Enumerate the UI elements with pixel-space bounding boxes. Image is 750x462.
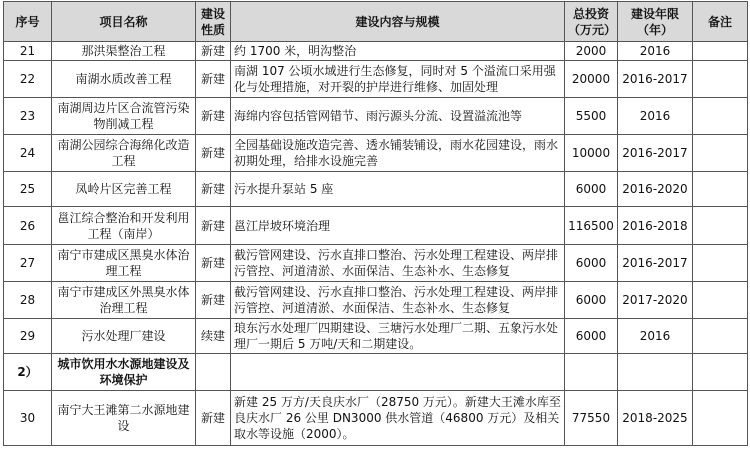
- cell-period: 2016-2020: [618, 172, 693, 207]
- header-content: 建设内容与规模: [231, 2, 565, 42]
- cell-seq: 21: [4, 42, 52, 61]
- cell-invest: 5500: [565, 98, 618, 135]
- header-seq: 序号: [4, 2, 52, 42]
- cell-seq: 29: [4, 319, 52, 354]
- cell-content: 截污管网建设、污水直排口整治、污水处理工程建设、两岸排污管控、河道清淤、水面保洁、生态补水、生态修复: [231, 282, 565, 319]
- cell-period: 2018-2025: [618, 391, 693, 446]
- cell-content: 约 1700 米，明沟整治: [231, 42, 565, 61]
- cell-invest: 116500: [565, 207, 618, 245]
- cell-period: 2016: [618, 42, 693, 61]
- cell-invest: 6000: [565, 319, 618, 354]
- cell-remark: [693, 391, 748, 446]
- cell-content: 新建 25 万方/天良庆水厂（28750 万元）。新建大王滩水库至良庆水厂 26 公里 DN3000 供水管道（46800 万元）及相关取水等设施（2000）。: [231, 391, 565, 446]
- cell-nature: 新建: [196, 42, 231, 61]
- header-row: [4, 2, 748, 42]
- cell-remark: [693, 135, 748, 172]
- header-remark: 备注: [693, 2, 748, 42]
- cell-period: 2016: [618, 98, 693, 135]
- table-row: [4, 172, 748, 207]
- cell-name: 南湖周边片区合流管污染物削减工程: [52, 98, 196, 135]
- cell-name: 南宁大王滩第二水源地建设: [52, 391, 196, 446]
- cell-content: 邕江岸坡环境治理: [231, 207, 565, 245]
- cell-content: 截污管网建设、污水直排口整治、污水处理工程建设、两岸排污管控、河道清淤、水面保洁、生态补水、生态修复: [231, 245, 565, 282]
- cell-nature: 新建: [196, 282, 231, 319]
- header-invest: 总投资（万元）: [565, 2, 618, 42]
- cell-invest: 77550: [565, 391, 618, 446]
- empty-cell: [693, 354, 748, 391]
- cell-remark: [693, 98, 748, 135]
- cell-seq: 23: [4, 98, 52, 135]
- cell-seq: 25: [4, 172, 52, 207]
- cell-name: 污水处理厂建设: [52, 319, 196, 354]
- cell-remark: [693, 172, 748, 207]
- header-nature: 建设性质: [196, 2, 231, 42]
- project-table: [3, 1, 748, 446]
- cell-name: 南湖水质改善工程: [52, 61, 196, 98]
- table-row: [4, 42, 748, 61]
- cell-name: 南湖公园综合海绵化改造工程: [52, 135, 196, 172]
- cell-period: 2016-2017: [618, 61, 693, 98]
- section-title: 城市饮用水水源地建设及环境保护: [52, 354, 196, 391]
- cell-name: 凤岭片区完善工程: [52, 172, 196, 207]
- table-row: [4, 98, 748, 135]
- table-row: [4, 245, 748, 282]
- cell-nature: 新建: [196, 245, 231, 282]
- cell-invest: 6000: [565, 172, 618, 207]
- cell-content: 琅东污水处理厂四期建设、三塘污水处理厂二期、五象污水处理厂一期后 5 万吨/天和二期建设。: [231, 319, 565, 354]
- cell-invest: 6000: [565, 282, 618, 319]
- cell-nature: 新建: [196, 207, 231, 245]
- table-row: [4, 391, 748, 446]
- cell-content: 污水提升泵站 5 座: [231, 172, 565, 207]
- cell-seq: 28: [4, 282, 52, 319]
- section-row: [4, 354, 748, 391]
- table-row: [4, 207, 748, 245]
- empty-cell: [565, 354, 618, 391]
- cell-remark: [693, 42, 748, 61]
- cell-content: 全园基础设施改造完善、透水铺装铺设，雨水花园建设，雨水初期处理，给排水设施完善: [231, 135, 565, 172]
- cell-period: 2016-2017: [618, 245, 693, 282]
- cell-nature: 续建: [196, 319, 231, 354]
- table-row: [4, 319, 748, 354]
- cell-seq: 27: [4, 245, 52, 282]
- cell-nature: 新建: [196, 135, 231, 172]
- header-period: 建设年限（年）: [618, 2, 693, 42]
- cell-invest: 20000: [565, 61, 618, 98]
- cell-name: 南宁市建成区外黑臭水体治理工程: [52, 282, 196, 319]
- cell-seq: 24: [4, 135, 52, 172]
- cell-seq: 30: [4, 391, 52, 446]
- cell-remark: [693, 207, 748, 245]
- cell-nature: 新建: [196, 391, 231, 446]
- cell-remark: [693, 245, 748, 282]
- cell-remark: [693, 282, 748, 319]
- empty-cell: [231, 354, 565, 391]
- table-row: [4, 135, 748, 172]
- table-row: [4, 61, 748, 98]
- cell-nature: 新建: [196, 61, 231, 98]
- cell-seq: 22: [4, 61, 52, 98]
- header-name: 项目名称: [52, 2, 196, 42]
- cell-name: 那洪渠整治工程: [52, 42, 196, 61]
- cell-period: 2017-2020: [618, 282, 693, 319]
- cell-period: 2016-2017: [618, 135, 693, 172]
- table-row: [4, 282, 748, 319]
- cell-content: 南湖 107 公顷水域进行生态修复，同时对 5 个溢流口采用强化与处理措施，对开裂的护岸进行维修、加固处理: [231, 61, 565, 98]
- cell-name: 邕江综合整治和开发利用工程（南岸）: [52, 207, 196, 245]
- cell-period: 2016: [618, 319, 693, 354]
- cell-invest: 10000: [565, 135, 618, 172]
- cell-period: 2016-2018: [618, 207, 693, 245]
- empty-cell: [618, 354, 693, 391]
- cell-seq: 26: [4, 207, 52, 245]
- empty-cell: [196, 354, 231, 391]
- cell-nature: 新建: [196, 98, 231, 135]
- cell-remark: [693, 319, 748, 354]
- cell-invest: 2000: [565, 42, 618, 61]
- cell-name: 南宁市建成区黑臭水体治理工程: [52, 245, 196, 282]
- cell-nature: 新建: [196, 172, 231, 207]
- cell-content: 海绵内容包括管网错节、雨污源头分流、设置溢流池等: [231, 98, 565, 135]
- cell-invest: 6000: [565, 245, 618, 282]
- cell-remark: [693, 61, 748, 98]
- section-seq: 2）: [4, 354, 52, 391]
